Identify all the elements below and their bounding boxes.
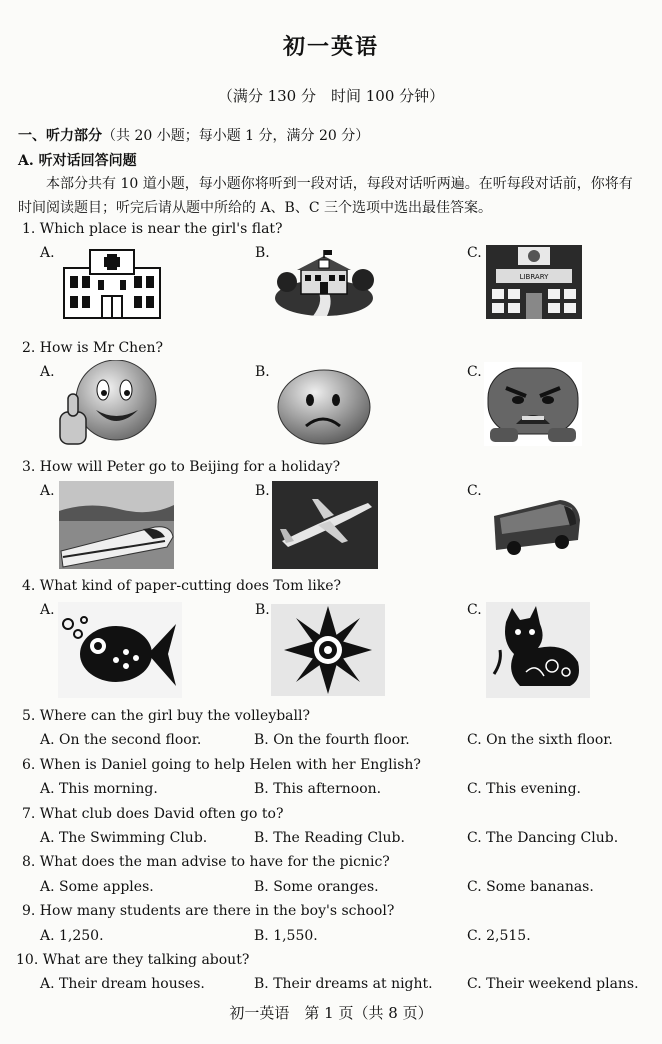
- library-sign: LIBRARY: [519, 273, 549, 281]
- option-c: C. This evening.: [467, 781, 581, 797]
- option-c: C. Some bananas.: [467, 879, 594, 895]
- option-a: A. This morning.: [40, 781, 158, 797]
- question-3: 3. How will Peter go to Beijing for a holiday?: [22, 459, 341, 475]
- question-10: 10. What are they talking about?: [16, 952, 250, 968]
- hospital-picture: [62, 246, 162, 321]
- option-b: B. On the fourth floor.: [254, 732, 410, 748]
- option-a: A. 1,250.: [40, 928, 104, 944]
- bus-picture: [490, 494, 582, 558]
- option-label-b: B.: [255, 364, 270, 380]
- option-c: C. On the sixth floor.: [467, 732, 613, 748]
- question-8: 8. What does the man advise to have for the picnic?: [22, 854, 390, 870]
- option-label-c: C.: [467, 602, 482, 618]
- question-1: 1. Which place is near the girl's flat?: [22, 221, 283, 237]
- option-a: A. Their dream houses.: [40, 976, 205, 992]
- question-4: 4. What kind of paper-cutting does Tom like?: [22, 578, 342, 594]
- page-footer: 初一英语 第 1 页（共 8 页）: [229, 1004, 433, 1022]
- question-5: 5. Where can the girl buy the volleyball?: [22, 708, 310, 724]
- option-b: B. Their dreams at night.: [254, 976, 433, 992]
- option-label-a: A.: [40, 602, 55, 618]
- section-note: （共 20 小题；每小题 1 分，满分 20 分）: [102, 128, 370, 144]
- flower-papercut-picture: [271, 604, 385, 696]
- option-a: A. On the second floor.: [40, 732, 202, 748]
- page-title: 初一英语: [282, 34, 379, 60]
- train-picture: [59, 481, 174, 569]
- option-label-a: A.: [40, 364, 55, 380]
- option-a: A. Some apples.: [40, 879, 154, 895]
- option-c: C. The Dancing Club.: [467, 830, 619, 846]
- question-9: 9. How many students are there in the boy's school?: [22, 903, 395, 919]
- option-c: C. 2,515.: [467, 928, 531, 944]
- option-label-a: A.: [40, 483, 55, 499]
- angry-face-picture: [484, 362, 582, 446]
- question-6: 6. When is Daniel going to help Helen with her English?: [22, 757, 421, 773]
- option-label-c: C.: [467, 364, 482, 380]
- happy-face-picture: [58, 360, 160, 448]
- question-7: 7. What club does David often go to?: [22, 806, 284, 822]
- option-label-a: A.: [40, 245, 55, 261]
- option-b: B. Some oranges.: [254, 879, 379, 895]
- option-label-c: C.: [467, 483, 482, 499]
- question-2: 2. How is Mr Chen?: [22, 340, 164, 356]
- option-label-b: B.: [255, 602, 270, 618]
- section-heading: [18, 125, 369, 145]
- fish-papercut-picture: [58, 602, 182, 698]
- option-label-b: B.: [255, 245, 270, 261]
- option-label-c: C.: [467, 245, 482, 261]
- library-picture: [486, 245, 582, 319]
- option-b: B. This afternoon.: [254, 781, 382, 797]
- part-a-heading: A. 听对话回答问题: [18, 153, 137, 169]
- exam-info: （满分 130 分 时间 100 分钟）: [217, 87, 445, 105]
- section-title: 一、听力部分: [18, 128, 102, 144]
- cat-papercut-picture: [486, 602, 590, 698]
- plane-picture: [272, 481, 378, 569]
- option-b: B. The Reading Club.: [254, 830, 405, 846]
- option-c: C. Their weekend plans.: [467, 976, 639, 992]
- option-label-b: B.: [255, 483, 270, 499]
- sad-face-picture: [276, 368, 372, 446]
- school-picture: [273, 248, 375, 318]
- part-a-instruction: 本部分共有 10 道小题，每小题你将听到一段对话，每段对话听两遍。在听每段对话前，你将有时间阅读题目；听完后请从题中所给的 A、B、C 三个选项中选出最佳答案。: [18, 176, 633, 216]
- option-a: A. The Swimming Club.: [40, 830, 208, 846]
- option-b: B. 1,550.: [254, 928, 318, 944]
